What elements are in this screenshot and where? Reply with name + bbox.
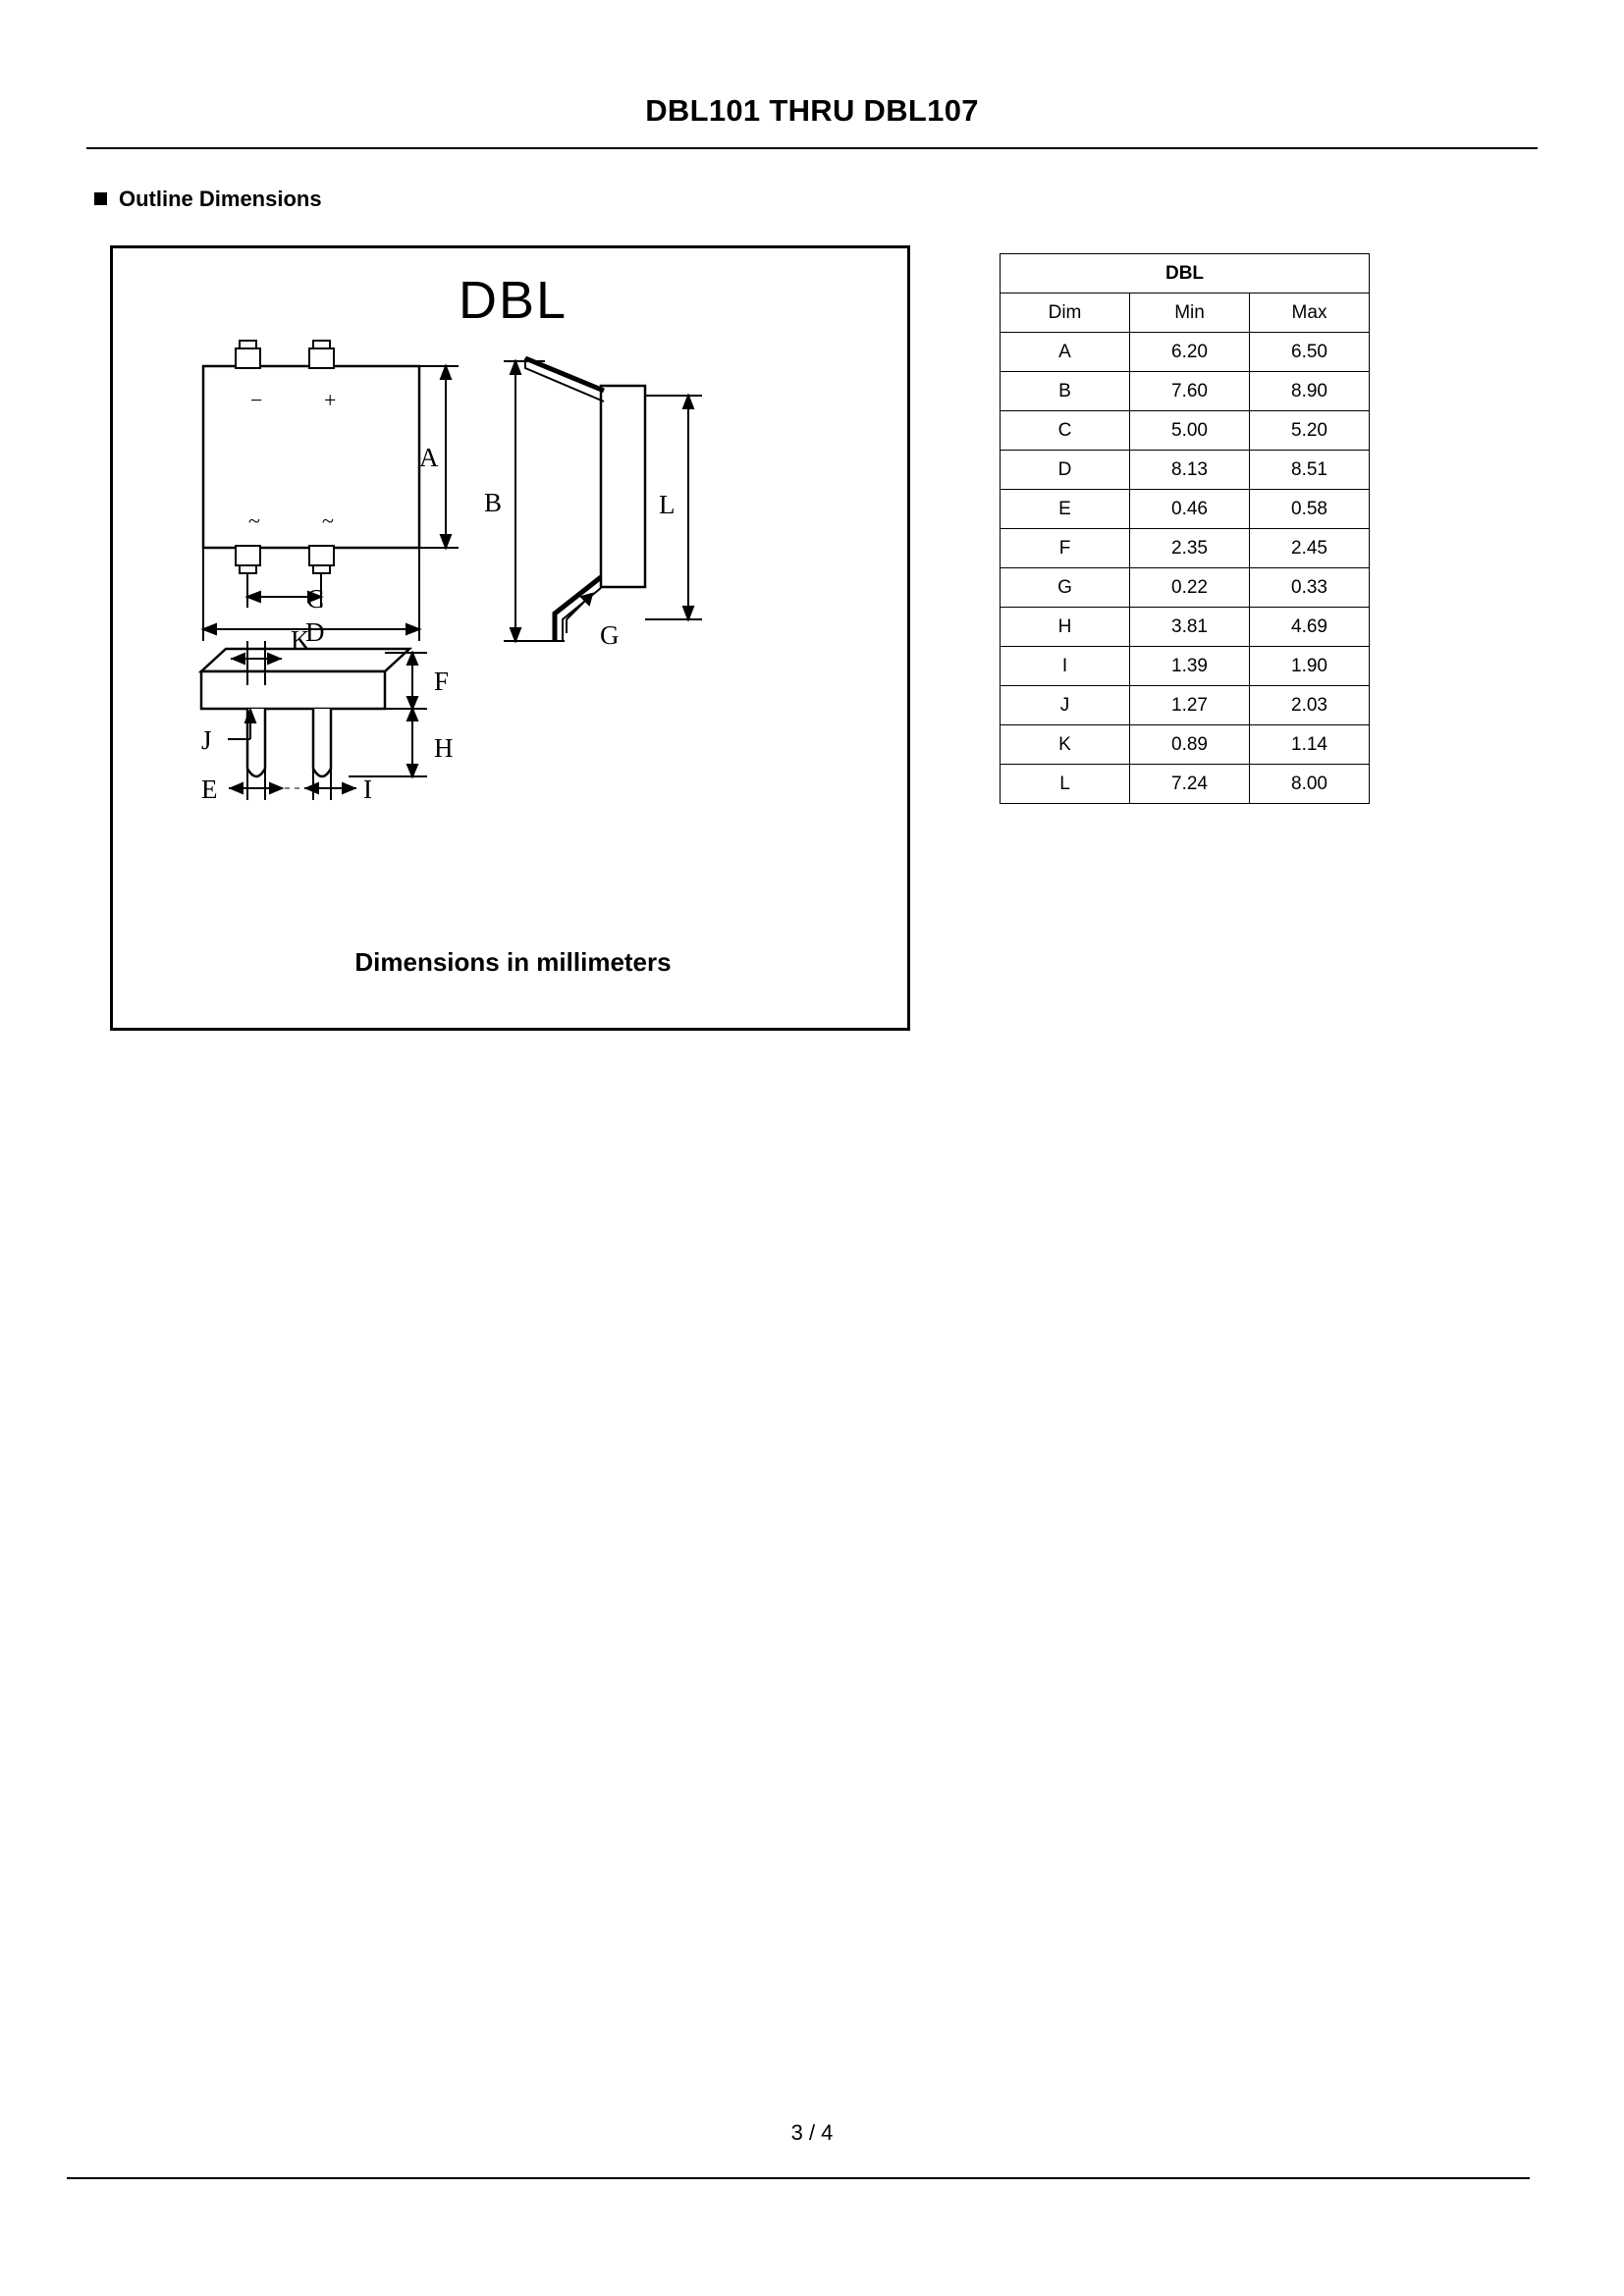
cell-max: 6.50	[1250, 333, 1370, 372]
cell-min: 1.39	[1130, 647, 1250, 686]
dim-label-g: G	[600, 620, 620, 650]
cell-dim: K	[1001, 725, 1130, 765]
table-row	[1001, 647, 1370, 686]
cell-dim: F	[1001, 529, 1130, 568]
table-group-header: DBL	[1001, 254, 1370, 294]
cell-min: 6.20	[1130, 333, 1250, 372]
cell-max: 1.14	[1250, 725, 1370, 765]
cell-max: 2.03	[1250, 686, 1370, 725]
cell-max: 8.51	[1250, 451, 1370, 490]
table-row	[1001, 451, 1370, 490]
page-title: DBL101 THRU DBL107	[645, 93, 979, 128]
cell-min: 2.35	[1130, 529, 1250, 568]
dimension-table	[1000, 253, 1370, 804]
cell-max: 0.33	[1250, 568, 1370, 608]
cell-dim: E	[1001, 490, 1130, 529]
dim-label-j: J	[201, 725, 212, 755]
cell-max: 1.90	[1250, 647, 1370, 686]
drawing-logo: DBL	[458, 271, 568, 330]
column-header-dim: Dim	[1001, 294, 1130, 333]
header-divider	[86, 147, 1538, 149]
dim-label-h: H	[434, 733, 454, 763]
column-header-min: Min	[1130, 294, 1250, 333]
dim-label-f: F	[434, 667, 450, 696]
dim-label-l: L	[659, 490, 676, 519]
cell-min: 0.89	[1130, 725, 1250, 765]
cell-dim: H	[1001, 608, 1130, 647]
dim-label-c: C	[306, 584, 325, 614]
cell-min: 5.00	[1130, 411, 1250, 451]
square-bullet-icon	[94, 192, 107, 205]
cell-min: 7.24	[1130, 765, 1250, 804]
dim-label-a: A	[419, 443, 439, 472]
cell-dim: C	[1001, 411, 1130, 451]
ac-terminal-symbol-1: ~	[248, 508, 260, 533]
cell-max: 2.45	[1250, 529, 1370, 568]
cell-max: 4.69	[1250, 608, 1370, 647]
table-row	[1001, 568, 1370, 608]
table-group-header-row	[1001, 254, 1370, 294]
cell-dim: I	[1001, 647, 1130, 686]
table-row	[1001, 725, 1370, 765]
table-row	[1001, 411, 1370, 451]
table-row	[1001, 372, 1370, 411]
ac-terminal-symbol-2: ~	[322, 508, 334, 533]
table-row	[1001, 765, 1370, 804]
table-row	[1001, 686, 1370, 725]
dim-label-i: I	[363, 774, 372, 804]
table-row	[1001, 333, 1370, 372]
cell-min: 0.22	[1130, 568, 1250, 608]
table-row	[1001, 529, 1370, 568]
dimensions-caption: Dimensions in millimeters	[354, 947, 672, 977]
cell-min: 7.60	[1130, 372, 1250, 411]
dim-label-e: E	[201, 774, 218, 804]
dim-label-k: K	[291, 625, 310, 655]
cell-dim: G	[1001, 568, 1130, 608]
cell-dim: A	[1001, 333, 1130, 372]
cell-min: 0.46	[1130, 490, 1250, 529]
cell-min: 8.13	[1130, 451, 1250, 490]
footer-divider	[67, 2177, 1530, 2179]
page-number: 3 / 4	[790, 2120, 834, 2145]
cell-dim: D	[1001, 451, 1130, 490]
dim-label-b: B	[484, 488, 503, 517]
cell-dim: J	[1001, 686, 1130, 725]
column-header-max: Max	[1250, 294, 1370, 333]
table-row	[1001, 490, 1370, 529]
dim-label-d: D	[305, 617, 325, 647]
cell-max: 0.58	[1250, 490, 1370, 529]
table-row	[1001, 608, 1370, 647]
table-body	[1001, 333, 1370, 804]
cell-dim: L	[1001, 765, 1130, 804]
cell-min: 3.81	[1130, 608, 1250, 647]
cell-max: 8.00	[1250, 765, 1370, 804]
table-header-row	[1001, 294, 1370, 333]
cell-min: 1.27	[1130, 686, 1250, 725]
package-outline-diagram	[113, 248, 913, 1034]
outline-drawing-frame	[110, 245, 910, 1031]
polarity-plus-symbol: +	[324, 388, 337, 412]
section-heading-label: Outline Dimensions	[119, 187, 322, 211]
cell-max: 8.90	[1250, 372, 1370, 411]
polarity-minus-symbol: −	[250, 388, 263, 412]
section-heading	[94, 187, 322, 212]
cell-max: 5.20	[1250, 411, 1370, 451]
cell-dim: B	[1001, 372, 1130, 411]
